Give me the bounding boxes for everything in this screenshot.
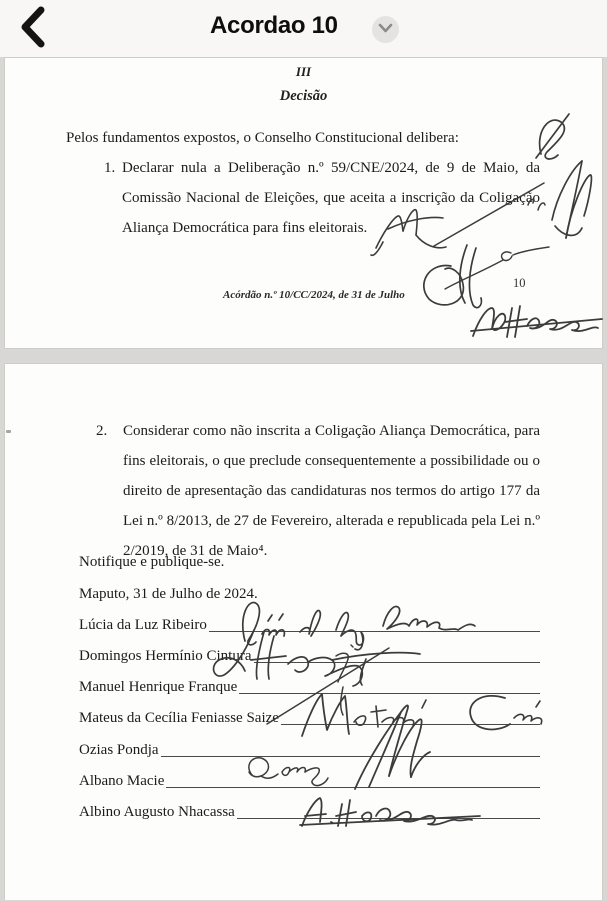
section-number: III xyxy=(295,64,312,79)
signatory-row: Manuel Henrique Franque xyxy=(79,675,540,696)
document-page-2 xyxy=(4,363,603,900)
title-dropdown-button[interactable] xyxy=(372,16,399,43)
app-header xyxy=(0,0,607,57)
signatory-row: Ozias Pondja xyxy=(79,738,540,759)
signatory-row: Albino Augusto Nhacassa xyxy=(79,800,540,821)
item-text: Declarar nula a Deliberação n.º 59/CNE/2024, de 9 de Maio, da Comissão Nacional de Eleições, que aceita a inscrição da Coligação Aliança Democrática para fins eleitorais. xyxy=(122,160,540,236)
signatory-row: Domingos Hermínio Cintura xyxy=(79,644,540,665)
page-title: Acordao 10 xyxy=(210,12,338,39)
deliberation-intro: Pelos fundamentos expostos, o Conselho Constitucional delibera: xyxy=(66,130,459,146)
page-edge-mark xyxy=(6,430,11,433)
signatory-row: Mateus da Cecília Feniasse Saize xyxy=(79,706,540,727)
item-number: 1. xyxy=(104,160,116,176)
footer-reference: Acórdão n.º 10/CC/2024, de 31 de Julho xyxy=(223,289,405,301)
section-title: Decisão xyxy=(279,88,328,104)
chevron-down-icon xyxy=(377,21,394,39)
item-text: Considerar como não inscrita a Coligação Aliança Democrática, para fins eleitorais, o que preclude consequentemente a possibilidade ou o direito de apresentação das candidaturas nos termos do artigo 177 da Lei n.º 8/2013, de 27 de Fevereiro, alterada e republicada pela Lei n.º 2/2019, de 31 de Maio⁴. xyxy=(123,423,540,559)
notify-line: Notifique e publique-se. xyxy=(79,554,225,570)
signatory-row: Lúcia da Luz Ribeiro xyxy=(79,613,540,634)
item-number: 2. xyxy=(96,423,108,439)
decision-item-1 xyxy=(104,153,540,243)
signatory-row: Albano Macie xyxy=(79,769,540,790)
page-number: 10 xyxy=(513,276,526,290)
back-button[interactable] xyxy=(14,5,54,51)
decision-item-2 xyxy=(96,416,540,566)
document-page-1 xyxy=(4,57,603,349)
date-line: Maputo, 31 de Julho de 2024. xyxy=(79,586,258,602)
chevron-left-icon xyxy=(17,37,51,52)
